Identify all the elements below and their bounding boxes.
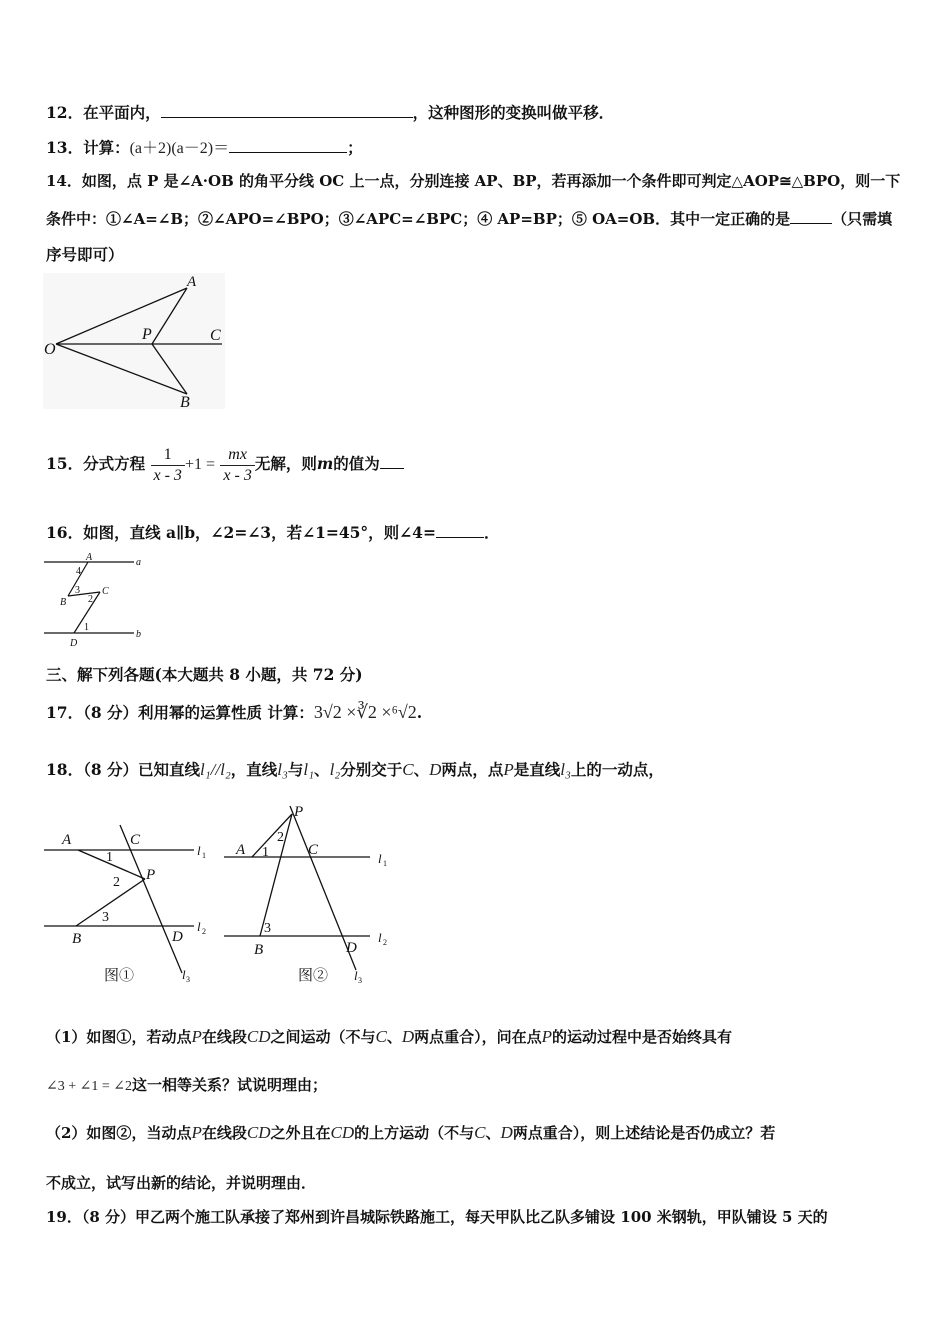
q16-label-C: C xyxy=(102,586,109,597)
q16-answer-blank[interactable] xyxy=(436,521,484,538)
fig2-line-BP xyxy=(260,814,292,936)
q12-answer-blank[interactable] xyxy=(161,101,413,118)
q15-frac2-den: x - 3 xyxy=(223,466,252,484)
q18-figure-1 xyxy=(42,815,217,987)
q14-text-2: 条件中：①∠A=∠B；②∠APO=∠BPO；③∠APC=∠BPC；④ AP=BP；⑤ OA=OB．其中一定正确的是 xyxy=(46,210,791,228)
fig2-label-C: C xyxy=(308,842,319,858)
q14-label-A: A xyxy=(187,274,197,290)
fig2-label-B: B xyxy=(254,942,264,958)
fig2-label-l1-sub: 1 xyxy=(383,859,387,868)
q18-p2-D: D xyxy=(500,1123,513,1142)
q17-text: （8 分）利用幂的运算性质 计算： xyxy=(83,703,314,722)
q14-text-4: 序号即可） xyxy=(46,245,124,264)
q18-text-2: ，直线 xyxy=(230,760,278,779)
q12-number: 12． xyxy=(46,103,84,122)
q17-line xyxy=(46,697,910,728)
fig1-label-3: 3 xyxy=(102,910,109,925)
q19-text: （8 分）甲乙两个施工队承接了郑州到许昌城际铁路施工，每天甲队比乙队多铺设 100 米钢轨，甲队铺设 5 天的 xyxy=(81,1208,828,1226)
fig1-label-C: C xyxy=(130,832,141,848)
q15-fraction-1 xyxy=(151,445,185,486)
fig2-caption: 图② xyxy=(298,968,329,984)
fig2-label-l2-sub: 2 xyxy=(383,938,387,947)
q16-number: 16． xyxy=(46,523,84,542)
q14-number: 14． xyxy=(46,172,82,190)
q18-text-3: 与 xyxy=(287,760,304,779)
q13-end: ； xyxy=(347,138,363,157)
fig2-label-l3: l xyxy=(354,968,358,983)
q18-C: C xyxy=(402,760,414,779)
fig2-label-1: 1 xyxy=(262,845,269,860)
q18-text-1: （8 分）已知直线 xyxy=(83,760,201,779)
q15-frac1-num: 1 xyxy=(151,445,185,466)
q16-line xyxy=(46,521,910,544)
q18-text-6: 是直线 xyxy=(513,760,561,779)
fig2-label-2: 2 xyxy=(277,830,284,845)
q18-p1-CD: CD xyxy=(246,1027,271,1046)
fig1-caption: 图① xyxy=(104,968,135,984)
q15-fraction-2 xyxy=(220,445,254,486)
q13-expression: (a＋2)(a－2)＝ xyxy=(129,140,230,157)
fig1-label-2: 2 xyxy=(113,875,120,890)
q18-p2-text-4: 的上方运动（不与 xyxy=(354,1124,475,1142)
q15-var-m: m xyxy=(316,454,334,473)
q18-p2-CD: CD xyxy=(246,1123,271,1142)
q18-p1-text-1: （1）如图①，若动点 xyxy=(46,1028,192,1046)
q14-text-3: （只需填 xyxy=(832,210,893,228)
fig2-label-A: A xyxy=(236,842,246,858)
q17-number: 17． xyxy=(46,703,84,722)
q14-figure-bg xyxy=(43,273,225,409)
fig1-label-l2: l xyxy=(197,919,201,934)
q18-l1: l₁ xyxy=(303,760,315,779)
q16-label-b: b xyxy=(136,629,141,640)
q18-p2-text-5: 两点重合），则上述结论是否仍成立？若 xyxy=(512,1124,776,1142)
q15-number: 15． xyxy=(46,454,84,473)
q13-text: 计算： xyxy=(83,138,130,157)
q18-line-1 xyxy=(46,757,910,783)
q18-figure-2 xyxy=(218,802,398,987)
q18-l1l2: l₁//l₂ xyxy=(200,760,231,779)
q16-figure xyxy=(42,548,152,650)
q19-number: 19． xyxy=(46,1208,82,1226)
q18-p2-sep: 、 xyxy=(485,1124,501,1142)
q18-D: D xyxy=(429,760,442,779)
q12-line xyxy=(46,101,910,124)
fig1-label-P: P xyxy=(146,867,156,883)
q16-label-2: 2 xyxy=(88,594,93,605)
q18-p1-text-2: 在线段 xyxy=(201,1028,247,1046)
q14-line-2 xyxy=(46,207,910,230)
q18-part-2-line-1 xyxy=(46,1119,910,1147)
q16-line-BC xyxy=(68,592,100,596)
q15-answer-blank[interactable] xyxy=(380,452,404,469)
fig1-label-B: B xyxy=(72,931,82,947)
fig2-label-l1: l xyxy=(378,851,382,866)
q16-text: 如图，直线 a∥b，∠2=∠3，若∠1=45°，则∠4= xyxy=(83,523,436,542)
q16-label-B: B xyxy=(60,597,67,608)
q14-answer-blank[interactable] xyxy=(790,207,832,224)
q18-p2-CD2: CD xyxy=(330,1123,355,1142)
fig1-label-l3: l xyxy=(182,967,186,982)
q18-part-2-line-2 xyxy=(46,1172,910,1194)
fig1-label-l1-sub: 1 xyxy=(202,851,206,860)
q18-p2-C: C xyxy=(474,1123,486,1142)
q14-line-1 xyxy=(46,170,910,192)
fig1-line-BP xyxy=(76,879,145,926)
q17-end: . xyxy=(416,703,423,722)
fig1-label-l1: l xyxy=(197,843,201,858)
q14-text-1: 如图，点 P 是∠A·OB 的角平分线 OC 上一点，分别连接 AP、BP，若再添加一个条件即可判定△AOP≅△BPO，则一下 xyxy=(81,172,901,190)
q18-p1-D: D xyxy=(401,1027,415,1046)
q13-line xyxy=(46,136,910,160)
q12-text-1: 在平面内， xyxy=(83,103,161,122)
q15-text-1: 分式方程 xyxy=(83,454,146,473)
q15-frac1-den: x - 3 xyxy=(153,466,182,484)
q13-number: 13． xyxy=(46,138,84,157)
fig2-label-P: P xyxy=(294,804,304,820)
q18-p1-text-5: 的运动过程中是否始终具有 xyxy=(552,1028,733,1046)
fig1-label-l3-sub: 3 xyxy=(186,975,190,984)
q18-number: 18． xyxy=(46,760,84,779)
q16-label-A: A xyxy=(86,552,93,563)
q18-l3-b: l₃ xyxy=(560,760,571,779)
q18-p1-text-4: 两点重合），问在点 xyxy=(414,1028,542,1046)
q14-label-C: C xyxy=(210,327,221,344)
q18-p2-text-1: （2）如图②，当动点 xyxy=(46,1124,192,1142)
section-3-heading xyxy=(46,664,910,686)
section-3-title: 三、解下列各题(本大题共 8 小题，共 72 分) xyxy=(46,665,363,684)
q18-p1-text-3: 之间运动（不与 xyxy=(270,1028,376,1046)
fig1-label-1: 1 xyxy=(106,850,113,865)
q18-p1-P2: P xyxy=(541,1027,553,1046)
q14-label-O: O xyxy=(44,341,56,358)
q12-text-2: ，这种图形的变换叫做平移． xyxy=(412,103,615,122)
q15-frac2-num: mx xyxy=(220,445,254,466)
q18-sep-1: 、 xyxy=(314,760,330,779)
q14-label-P: P xyxy=(142,326,152,343)
q15-text-3: 的值为 xyxy=(333,454,380,473)
q18-p2-text-6: 不成立，试写出新的结论，并说明理由． xyxy=(46,1174,317,1192)
q14-line-3 xyxy=(46,244,910,266)
q18-text-7: 上的一动点， xyxy=(570,760,664,779)
q18-p1-P: P xyxy=(191,1027,202,1046)
q18-sep-2: 、 xyxy=(413,760,430,779)
q18-p2-P: P xyxy=(191,1123,202,1142)
q16-label-D: D xyxy=(70,638,78,649)
q15-plus: +1 = xyxy=(184,456,215,473)
q19-line xyxy=(46,1206,910,1228)
q16-label-4: 4 xyxy=(76,566,81,577)
q14-label-B: B xyxy=(180,394,190,411)
q18-p2-text-3: 之外且在 xyxy=(270,1124,331,1142)
q16-label-1: 1 xyxy=(84,622,89,633)
q17-expression: 3√2 ×∛2 ×⁶√2 xyxy=(313,702,417,722)
q18-p1-sep: 、 xyxy=(386,1028,402,1046)
fig1-label-A: A xyxy=(62,832,72,848)
fig2-label-3: 3 xyxy=(264,921,271,936)
fig2-label-l3-sub: 3 xyxy=(358,976,362,985)
fig1-label-l2-sub: 2 xyxy=(202,927,206,936)
q18-p1-text-6: 这一相等关系？试说明理由； xyxy=(131,1076,327,1094)
fig2-label-l2: l xyxy=(378,930,382,945)
q13-answer-blank[interactable] xyxy=(229,136,347,153)
fig1-label-D: D xyxy=(172,929,183,945)
q14-figure xyxy=(42,272,227,412)
q18-l2: l₂ xyxy=(329,760,341,779)
q16-end: ． xyxy=(483,523,500,542)
q16-label-a: a xyxy=(136,557,141,568)
q15-line xyxy=(46,440,910,489)
q18-p2-text-2: 在线段 xyxy=(201,1124,247,1142)
q16-label-3: 3 xyxy=(75,585,80,596)
q18-p1-C: C xyxy=(375,1027,387,1046)
q18-part-1-line-2 xyxy=(46,1074,910,1098)
q18-p1-expression: ∠3 + ∠1 = ∠2 xyxy=(46,1079,132,1094)
q18-l3: l₃ xyxy=(277,760,288,779)
q15-text-2: 无解，则 xyxy=(254,454,317,473)
q18-P: P xyxy=(503,760,514,779)
q18-part-1-line-1 xyxy=(46,1023,910,1051)
q18-text-4: 分别交于 xyxy=(340,760,403,779)
fig2-label-D: D xyxy=(346,940,357,956)
q18-text-5: 两点，点 xyxy=(441,760,504,779)
